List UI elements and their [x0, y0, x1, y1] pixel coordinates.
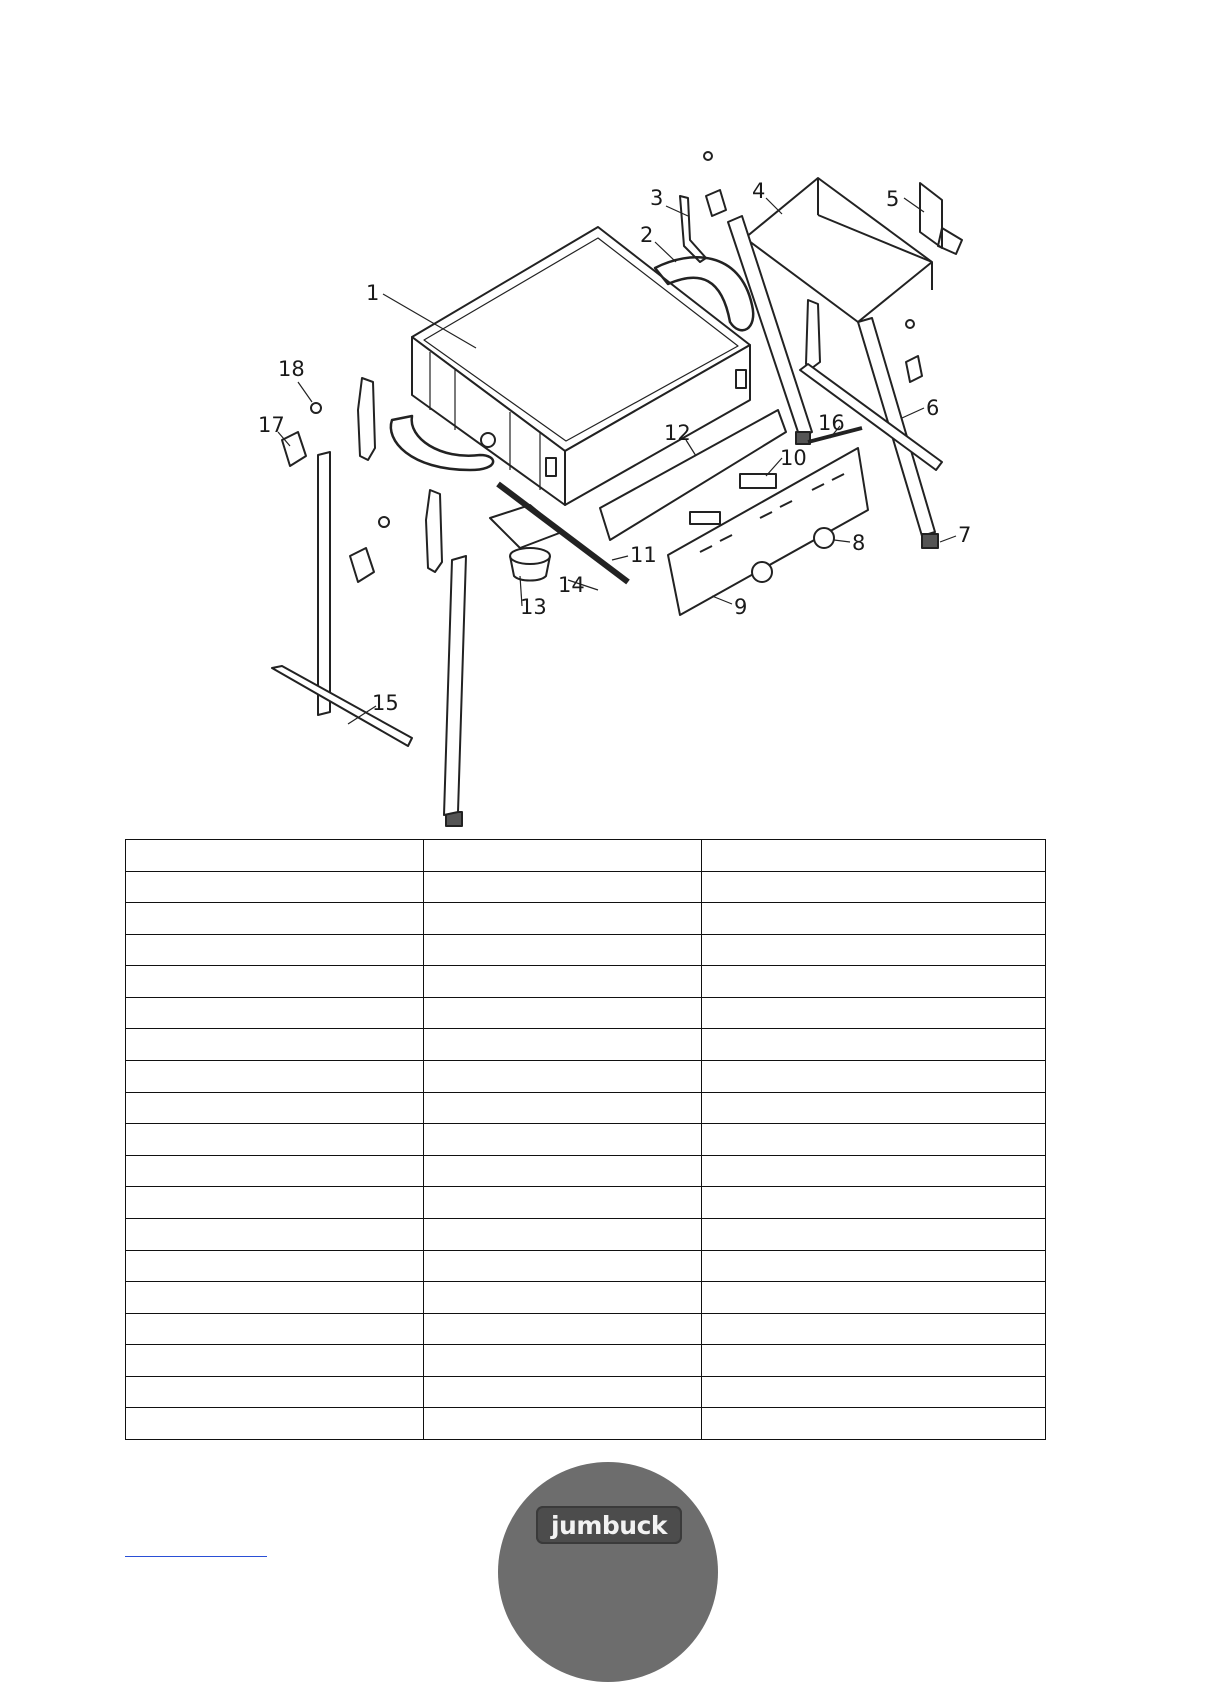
table-cell — [424, 903, 702, 935]
callout-18: 18 — [278, 357, 305, 381]
table-row — [126, 1282, 1046, 1314]
table-cell — [126, 1061, 424, 1093]
table-cell — [702, 1250, 1046, 1282]
parts-list-table — [125, 839, 1046, 1440]
table-cell — [424, 934, 702, 966]
table-cell — [424, 1187, 702, 1219]
table-cell — [126, 997, 424, 1029]
table-cell — [702, 840, 1046, 872]
table-cell — [424, 871, 702, 903]
side-shelf-part — [745, 178, 962, 322]
table-cell — [702, 1345, 1046, 1377]
table-row — [126, 840, 1046, 872]
table-row — [126, 1313, 1046, 1345]
table-cell — [702, 1029, 1046, 1061]
table-cell — [702, 1376, 1046, 1408]
table-cell — [126, 966, 424, 998]
table-cell — [126, 1282, 424, 1314]
table-cell — [424, 1313, 702, 1345]
callout-16: 16 — [818, 411, 845, 435]
table-cell — [126, 1376, 424, 1408]
table-row — [126, 934, 1046, 966]
table-cell — [424, 1029, 702, 1061]
table-row — [126, 1250, 1046, 1282]
callout-12: 12 — [664, 421, 691, 445]
table-cell — [702, 1282, 1046, 1314]
table-cell — [126, 1155, 424, 1187]
footer-link[interactable] — [125, 1556, 267, 1557]
cup-holder-part — [490, 505, 562, 581]
table-cell — [702, 1155, 1046, 1187]
table-cell — [424, 1092, 702, 1124]
table-row — [126, 1124, 1046, 1156]
table-cell — [424, 1061, 702, 1093]
callout-3: 3 — [650, 186, 664, 210]
table-cell — [702, 1187, 1046, 1219]
callout-5: 5 — [886, 187, 900, 211]
table-cell — [424, 1155, 702, 1187]
table-cell — [702, 1408, 1046, 1440]
table-row — [126, 1155, 1046, 1187]
table-row — [126, 1345, 1046, 1377]
table-row — [126, 1029, 1046, 1061]
callout-9: 9 — [734, 595, 748, 619]
table-cell — [424, 840, 702, 872]
table-cell — [702, 1061, 1046, 1093]
table-row — [126, 1218, 1046, 1250]
callout-11: 11 — [630, 543, 657, 567]
table-row — [126, 1187, 1046, 1219]
callout-2: 2 — [640, 223, 654, 247]
callout-4: 4 — [752, 179, 766, 203]
table-cell — [126, 903, 424, 935]
table-row — [126, 1092, 1046, 1124]
callout-17: 17 — [258, 413, 285, 437]
table-cell — [702, 1092, 1046, 1124]
callout-8: 8 — [852, 531, 866, 555]
callout-7: 7 — [958, 523, 972, 547]
foot-cap-part — [796, 432, 810, 444]
table-cell — [126, 1124, 424, 1156]
table-cell — [424, 1218, 702, 1250]
main-legs-part — [272, 452, 466, 815]
table-row — [126, 1408, 1046, 1440]
table-cell — [702, 1218, 1046, 1250]
table-cell — [424, 1124, 702, 1156]
table-cell — [126, 1313, 424, 1345]
table-cell — [126, 1345, 424, 1377]
table-cell — [424, 1376, 702, 1408]
callout-14: 14 — [558, 573, 585, 597]
table-cell — [702, 934, 1046, 966]
footer-badge — [498, 1462, 718, 1682]
table-cell — [702, 966, 1046, 998]
table-cell — [126, 1218, 424, 1250]
table-cell — [126, 1029, 424, 1061]
table-row — [126, 1061, 1046, 1093]
exploded-assembly-diagram — [0, 0, 1224, 835]
table-cell — [424, 966, 702, 998]
callout-6: 6 — [926, 396, 940, 420]
table-cell — [126, 1408, 424, 1440]
callout-1: 1 — [366, 281, 380, 305]
table-cell — [702, 903, 1046, 935]
table-row — [126, 871, 1046, 903]
table-row — [126, 966, 1046, 998]
table-row — [126, 903, 1046, 935]
table-cell — [424, 997, 702, 1029]
table-cell — [702, 871, 1046, 903]
table-cell — [702, 997, 1046, 1029]
table-cell — [424, 1250, 702, 1282]
table-cell — [126, 871, 424, 903]
table-row — [126, 1376, 1046, 1408]
logo-text: jumbuck — [550, 1510, 668, 1540]
jumbuck-logo — [536, 1506, 682, 1544]
table-cell — [702, 1124, 1046, 1156]
foot-cap-part — [922, 534, 938, 548]
callout-10: 10 — [780, 446, 807, 470]
table-cell — [126, 1092, 424, 1124]
table-cell — [126, 1250, 424, 1282]
table-cell — [126, 840, 424, 872]
table-cell — [126, 1187, 424, 1219]
table-row — [126, 997, 1046, 1029]
table-cell — [126, 934, 424, 966]
table-cell — [424, 1282, 702, 1314]
table-cell — [424, 1345, 702, 1377]
table-cell — [702, 1313, 1046, 1345]
callout-15: 15 — [372, 691, 399, 715]
callout-13: 13 — [520, 595, 547, 619]
table-cell — [424, 1408, 702, 1440]
